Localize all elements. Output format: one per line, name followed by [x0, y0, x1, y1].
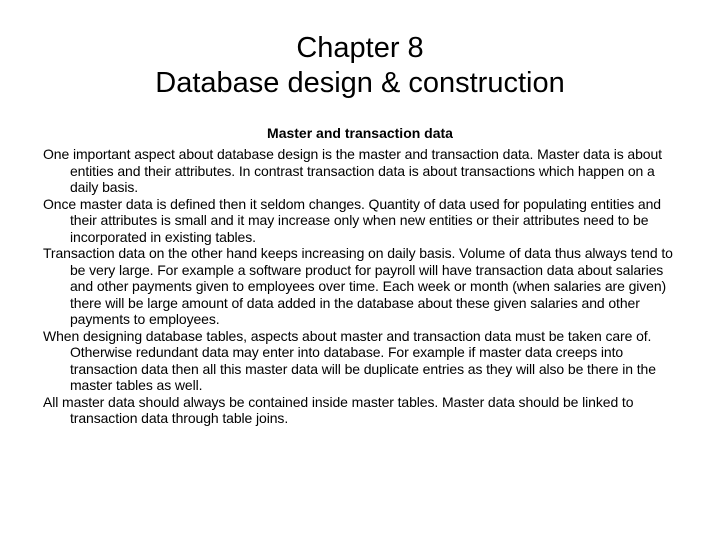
paragraph-design-considerations: When designing database tables, aspects about master and transaction data must be taken care of. Otherwise redundant data may enter into database. For example if master data creeps into transaction data then all this master data will be duplicate entries as they will also be there in the master tables as well.: [43, 327, 656, 393]
slide-title: [0, 31, 720, 101]
chapter-label: Chapter 8: [296, 32, 424, 64]
paragraph-master-transaction-intro: One important aspect about database design is the master and transaction data. Master data is about entities and their attributes. In contrast transaction data is about transactions which happen on a daily basis.: [43, 146, 662, 195]
paragraph-master-tables: All master data should always be contained inside master tables. Master data should be linked to transaction data through table joins.: [43, 393, 634, 426]
paragraph-transaction-data: Transaction data on the other hand keeps increasing on daily basis. Volume of data thus always tend to be very large. For example a software product for payroll will have transaction data about salaries and other payments given to employees over time. Each week or month (when salaries are given) there will be large amount of data added in the database about these given salaries and other payments to employees.: [43, 245, 673, 327]
chapter-title: Database design & construction: [155, 67, 565, 99]
paragraph-master-data: Once master data is defined then it seldom changes. Quantity of data used for populating entities and their attributes is small and it may increase only when new entities or their attributes need to be incorporated in existing tables.: [43, 195, 661, 245]
body-text: [43, 146, 679, 427]
section-heading: Master and transaction data: [267, 125, 453, 141]
